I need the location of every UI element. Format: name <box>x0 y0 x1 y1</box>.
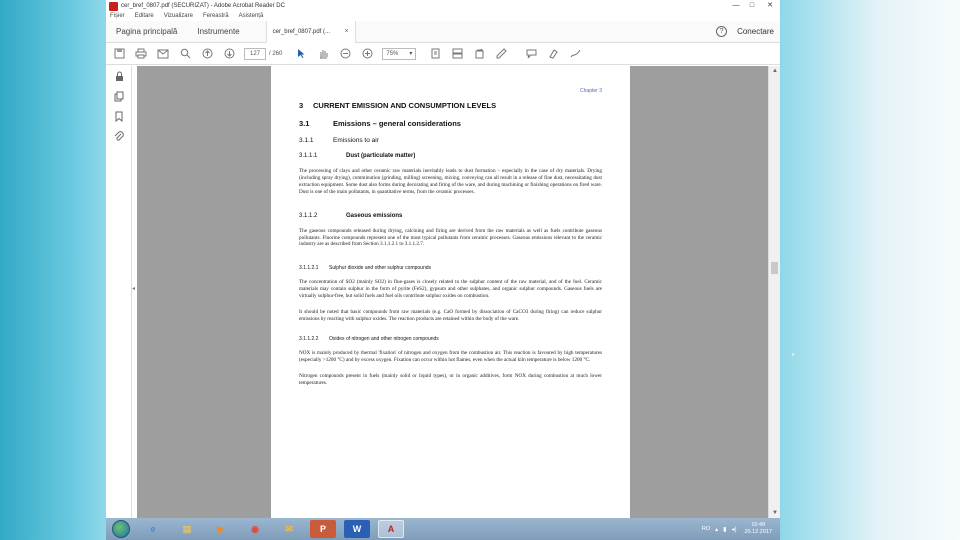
taskbar-word-icon[interactable]: W <box>344 520 370 538</box>
chapter-label: Chapter 3 <box>580 88 602 94</box>
chevron-down-icon: ▾ <box>409 50 413 57</box>
heading-text: Emissions to air <box>333 137 379 144</box>
heading-chapter <box>299 101 602 110</box>
volume-icon[interactable]: ◂) <box>731 526 737 533</box>
paragraph-gaseous: The gaseous compounds released during drying, calcining and firing are derived from the raw materials as well as fuels contribute gaseous pollutants. Fluorine compounds represent one of the most typical pollutants from ceramic processes. Gaseous emissions relevant to the ceramic industry are as described from Section 3.1.1.2.1 to 3.1.1.2.7. <box>299 227 602 248</box>
taskbar-acrobat-icon[interactable]: A <box>378 520 404 538</box>
expand-right-panel-icon[interactable]: ▸ <box>792 352 796 358</box>
taskbar-ie-icon[interactable]: e <box>150 524 156 534</box>
taskbar-powerpoint-icon[interactable]: P <box>310 520 336 538</box>
scroll-mode-icon[interactable] <box>450 47 464 61</box>
zoom-value: 75% <box>386 50 399 57</box>
paragraph-sulphur-1: The concentration of SO2 (mainly SO2) in flue-gases is closely related to the sulphur content of the raw material, and of the fuel. Ceramic materials may contain sulphur in the form of pyrite (FeS2), gypsum and other sulphates, and organic sulphur compounds. Gaseous fuels are virtually sulphur-free, but solid fuels and fuel oils contribute sulphur oxides on combustion. <box>299 279 602 300</box>
rotate-icon[interactable] <box>472 47 486 61</box>
heading-text: Sulphur dioxide and other sulphur compounds <box>329 265 432 272</box>
start-button[interactable] <box>112 520 130 538</box>
maximize-button[interactable]: □ <box>749 2 755 9</box>
sign-icon[interactable] <box>494 47 508 61</box>
close-button[interactable]: ✕ <box>760 0 780 12</box>
heading-number: 3.1.1.2.1 <box>299 265 319 272</box>
network-icon[interactable]: ▮ <box>723 526 727 533</box>
vertical-scrollbar[interactable] <box>768 66 780 518</box>
bookmark-icon[interactable] <box>106 106 132 126</box>
help-icon[interactable]: ? <box>716 26 727 37</box>
desktop-background-right <box>780 0 960 540</box>
heading-number: 3.1.1 <box>299 137 314 144</box>
zoom-select[interactable] <box>382 48 416 60</box>
heading-subsection <box>299 137 602 144</box>
next-page-icon[interactable] <box>222 47 236 61</box>
language-indicator[interactable]: RO <box>701 526 711 532</box>
paragraph-dust: The processing of clays and other ceramic raw materials inevitably leads to dust formation – especially in the case of dry materials. Drying (including spray drying), comminution (grinding, milling) screening, mixing, conveying can all result in a release of fine dust, necessitating dust extraction equipment. Some dust also forms during decorating and firing of the ware, and during machining or finishing operations on fired ware. Dust is one of the main pollutants, in quantitative terms, from the ceramic processes. <box>299 168 602 195</box>
expand-left-panel-icon[interactable]: ◂ <box>132 286 136 292</box>
paragraph-sulphur-2: It should be noted that basic compounds from raw materials (e.g. CaO formed by dissociation of CaCO3 during firing) can reduce sulphur emissions by reacting with sulphur oxides. The reaction products are retained within the body of the ware. <box>299 309 602 322</box>
scroll-thumb[interactable] <box>771 262 778 274</box>
highlight-icon[interactable] <box>546 47 560 61</box>
scroll-up-icon[interactable]: ▲ <box>772 68 778 74</box>
taskbar-explorer-icon[interactable]: ▤ <box>182 523 192 534</box>
taskbar-media-icon[interactable]: ▶ <box>217 523 225 534</box>
heading-text: Oxides of nitrogen and other nitrogen compounds <box>329 335 439 342</box>
tab-document[interactable] <box>266 21 356 43</box>
heading-text: Emissions – general considerations <box>333 119 461 128</box>
pages-thumbnail-icon[interactable] <box>106 86 132 106</box>
title-bar <box>106 0 780 12</box>
heading-number: 3.1.1.1 <box>299 153 318 159</box>
taskbar <box>106 518 780 540</box>
zoom-out-icon[interactable] <box>338 47 352 61</box>
clock-date: 20.12.2017 <box>744 529 772 535</box>
heading-number: 3 <box>299 101 304 110</box>
tab-tools[interactable]: Instrumente <box>197 26 240 36</box>
document-viewer[interactable] <box>137 66 796 518</box>
taskbar-mail-icon[interactable]: ✉ <box>285 523 293 534</box>
menu-view[interactable]: Vizualizare <box>163 13 193 19</box>
save-icon[interactable] <box>112 47 126 61</box>
zoom-in-icon[interactable] <box>360 47 374 61</box>
menu-help[interactable]: Asistență <box>238 13 264 19</box>
lock-icon[interactable] <box>106 66 132 86</box>
system-tray <box>702 522 780 536</box>
show-hidden-icons-icon[interactable]: ▴ <box>715 526 719 533</box>
pdf-page <box>271 66 630 518</box>
left-sidebar <box>106 66 132 518</box>
heading-number: 3.1.1.2 <box>299 212 318 219</box>
heading-number: 3.1.1.2.2 <box>299 335 319 342</box>
page-count: / 260 <box>269 50 283 57</box>
signin-button[interactable]: Conectare <box>737 27 774 36</box>
acrobat-app-icon <box>109 2 118 11</box>
heading-nitrogen <box>299 336 602 342</box>
minimize-button[interactable]: — <box>732 2 740 9</box>
menu-edit[interactable]: Editare <box>134 13 154 19</box>
heading-text: Dust (particulate matter) <box>346 153 416 159</box>
heading-text: Gaseous emissions <box>346 212 403 219</box>
acrobat-window <box>106 0 796 518</box>
heading-section <box>299 119 602 128</box>
nav-bar <box>106 21 780 43</box>
clock-time: 10:49 <box>751 522 766 528</box>
menu-window[interactable]: Fereastră <box>202 13 229 19</box>
heading-gaseous <box>299 213 602 219</box>
close-tab-icon[interactable]: × <box>344 28 349 35</box>
document-tab-label: cer_bref_0807.pdf (... <box>272 28 330 35</box>
fit-page-icon[interactable] <box>428 47 442 61</box>
previous-page-icon[interactable] <box>200 47 214 61</box>
paragraph-nitrogen-1: NOX is mainly produced by thermal 'fixation' of nitrogen and oxygen from the combustion air. This reaction is favoured by high temperatures (especially >1200 °C) and by excess oxygen. Fixation can occur within hot flames, even when the actual kiln temperature is below 1200 °C. <box>299 349 602 363</box>
email-icon[interactable] <box>156 47 170 61</box>
tab-home[interactable]: Pagina principală <box>116 26 178 36</box>
paragraph-nitrogen-2: Nitrogen compounds present in fuels (mainly solid or liquid types), or in organic additives, form NOX during combustion at much lower temperatures. <box>299 372 602 386</box>
search-icon[interactable] <box>178 47 192 61</box>
attachment-icon[interactable] <box>106 126 132 146</box>
hand-tool-icon[interactable] <box>316 47 330 61</box>
heading-dust <box>299 153 602 159</box>
heading-number: 3.1 <box>299 119 310 128</box>
clock[interactable] <box>744 522 772 536</box>
select-cursor-icon[interactable] <box>294 47 308 61</box>
heading-text: CURRENT EMISSION AND CONSUMPTION LEVELS <box>313 101 497 110</box>
print-icon[interactable] <box>134 47 148 61</box>
desktop-background-left <box>0 0 106 540</box>
comment-icon[interactable] <box>524 47 538 61</box>
heading-sulphur <box>299 265 602 271</box>
page-number-input[interactable]: 127 <box>244 48 266 60</box>
taskbar-chrome-icon[interactable]: ◉ <box>251 523 259 534</box>
draw-icon[interactable] <box>568 47 582 61</box>
toolbar <box>106 43 780 65</box>
window-title: cer_bref_0807.pdf (SECURIZAT) - Adobe Acrobat Reader DC <box>121 3 285 9</box>
scroll-down-icon[interactable]: ▼ <box>772 510 778 516</box>
menu-file[interactable]: Fișier <box>110 13 125 19</box>
